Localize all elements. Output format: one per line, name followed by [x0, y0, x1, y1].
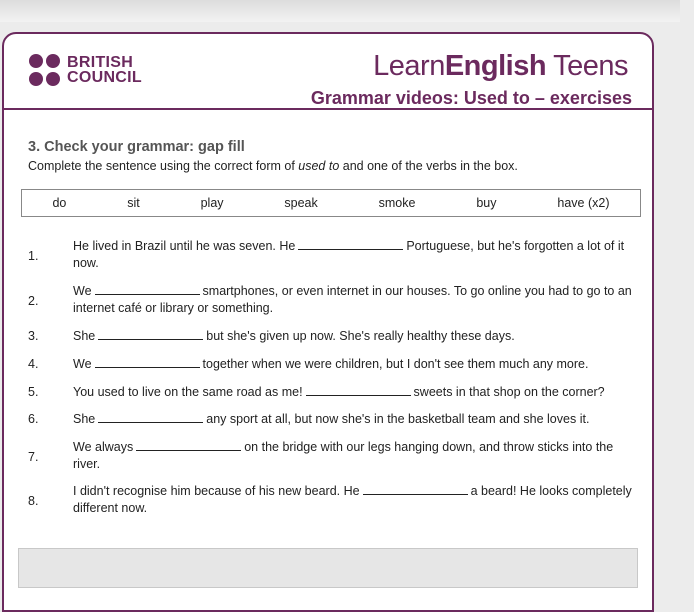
question-before: You used to live on the same road as me! [73, 385, 303, 399]
question-number: 4. [28, 357, 39, 371]
question-before: We [73, 357, 92, 371]
answer-gap[interactable] [98, 412, 203, 423]
question-before: She [73, 329, 96, 343]
question-after: but she's given up now. She's really healthy these days. [206, 329, 515, 343]
logo-line-1: BRITISH [67, 54, 134, 71]
question-before: We [73, 284, 92, 298]
answer-gap[interactable] [98, 329, 203, 340]
verb-item: speak [284, 196, 318, 210]
verb-item: sit [127, 196, 140, 210]
question-number: 5. [28, 385, 39, 399]
instructions [28, 159, 518, 173]
page-title: Grammar videos: Used to – exercises [310, 88, 632, 108]
question-after: any sport at all, but now she's in the basketball team and she loves it. [206, 412, 590, 426]
logo-line-2: COUNCIL [67, 69, 142, 86]
logo-text [67, 55, 142, 85]
british-council-logo [29, 54, 142, 86]
question-text [73, 356, 639, 373]
worksheet [2, 32, 654, 612]
answer-gap[interactable] [95, 357, 200, 368]
answer-gap[interactable] [95, 284, 200, 295]
verb-item: have (x2) [557, 196, 610, 210]
top-strip [0, 0, 680, 22]
question-after: a beard! He looks completely different now. [73, 484, 632, 515]
question-number: 7. [28, 450, 39, 464]
question-number: 8. [28, 494, 39, 508]
question-number: 3. [28, 329, 39, 343]
verb-item: smoke [378, 196, 416, 210]
instruction-before: Complete the sentence using the correct form of [28, 159, 299, 173]
verb-item: buy [476, 196, 497, 210]
brand-learn: Learn [373, 50, 445, 82]
question-text [73, 439, 639, 473]
verb-box [21, 189, 641, 217]
verb-item: do [52, 196, 67, 210]
question-before: She [73, 412, 96, 426]
question-after: Portuguese, but he's forgotten a lot of it now. [73, 239, 625, 270]
learnenglish-teens-brand [373, 50, 628, 83]
question-before: He lived in Brazil until he was seven. He [73, 239, 296, 253]
answer-gap[interactable] [298, 239, 403, 250]
question-text [73, 238, 639, 272]
verb-item: play [200, 196, 224, 210]
bottom-bar [18, 548, 638, 588]
question-text [73, 283, 639, 317]
question-after: sweets in that shop on the corner? [413, 385, 605, 399]
question-after: on the bridge with our legs hanging down, and throw sticks into the river. [73, 440, 614, 471]
answer-gap[interactable] [363, 484, 468, 495]
instruction-emphasis: used to [298, 159, 340, 173]
instruction-after: and one of the verbs in the box. [339, 159, 518, 173]
answer-gap[interactable] [306, 385, 411, 396]
question-text [73, 384, 639, 401]
brand-english: English [444, 50, 547, 82]
question-before: We always [73, 440, 134, 454]
question-number: 6. [28, 412, 39, 426]
question-number: 2. [28, 294, 39, 308]
question-text [73, 483, 639, 517]
answer-gap[interactable] [136, 440, 241, 451]
logo-dots-icon [29, 54, 61, 86]
question-before: I didn't recognise him because of his new beard. He [73, 484, 360, 498]
question-number: 1. [28, 249, 39, 263]
brand-teens: Teens [546, 50, 628, 82]
question-text [73, 411, 639, 428]
header-divider [4, 108, 652, 110]
question-text [73, 328, 639, 345]
question-after: smartphones, or even internet in our houses. To go online you had to go to an internet café or library or something. [73, 284, 632, 315]
section-title: 3. Check your grammar: gap fill [28, 139, 245, 155]
question-after: together when we were children, but I don't see them much any more. [202, 357, 589, 371]
